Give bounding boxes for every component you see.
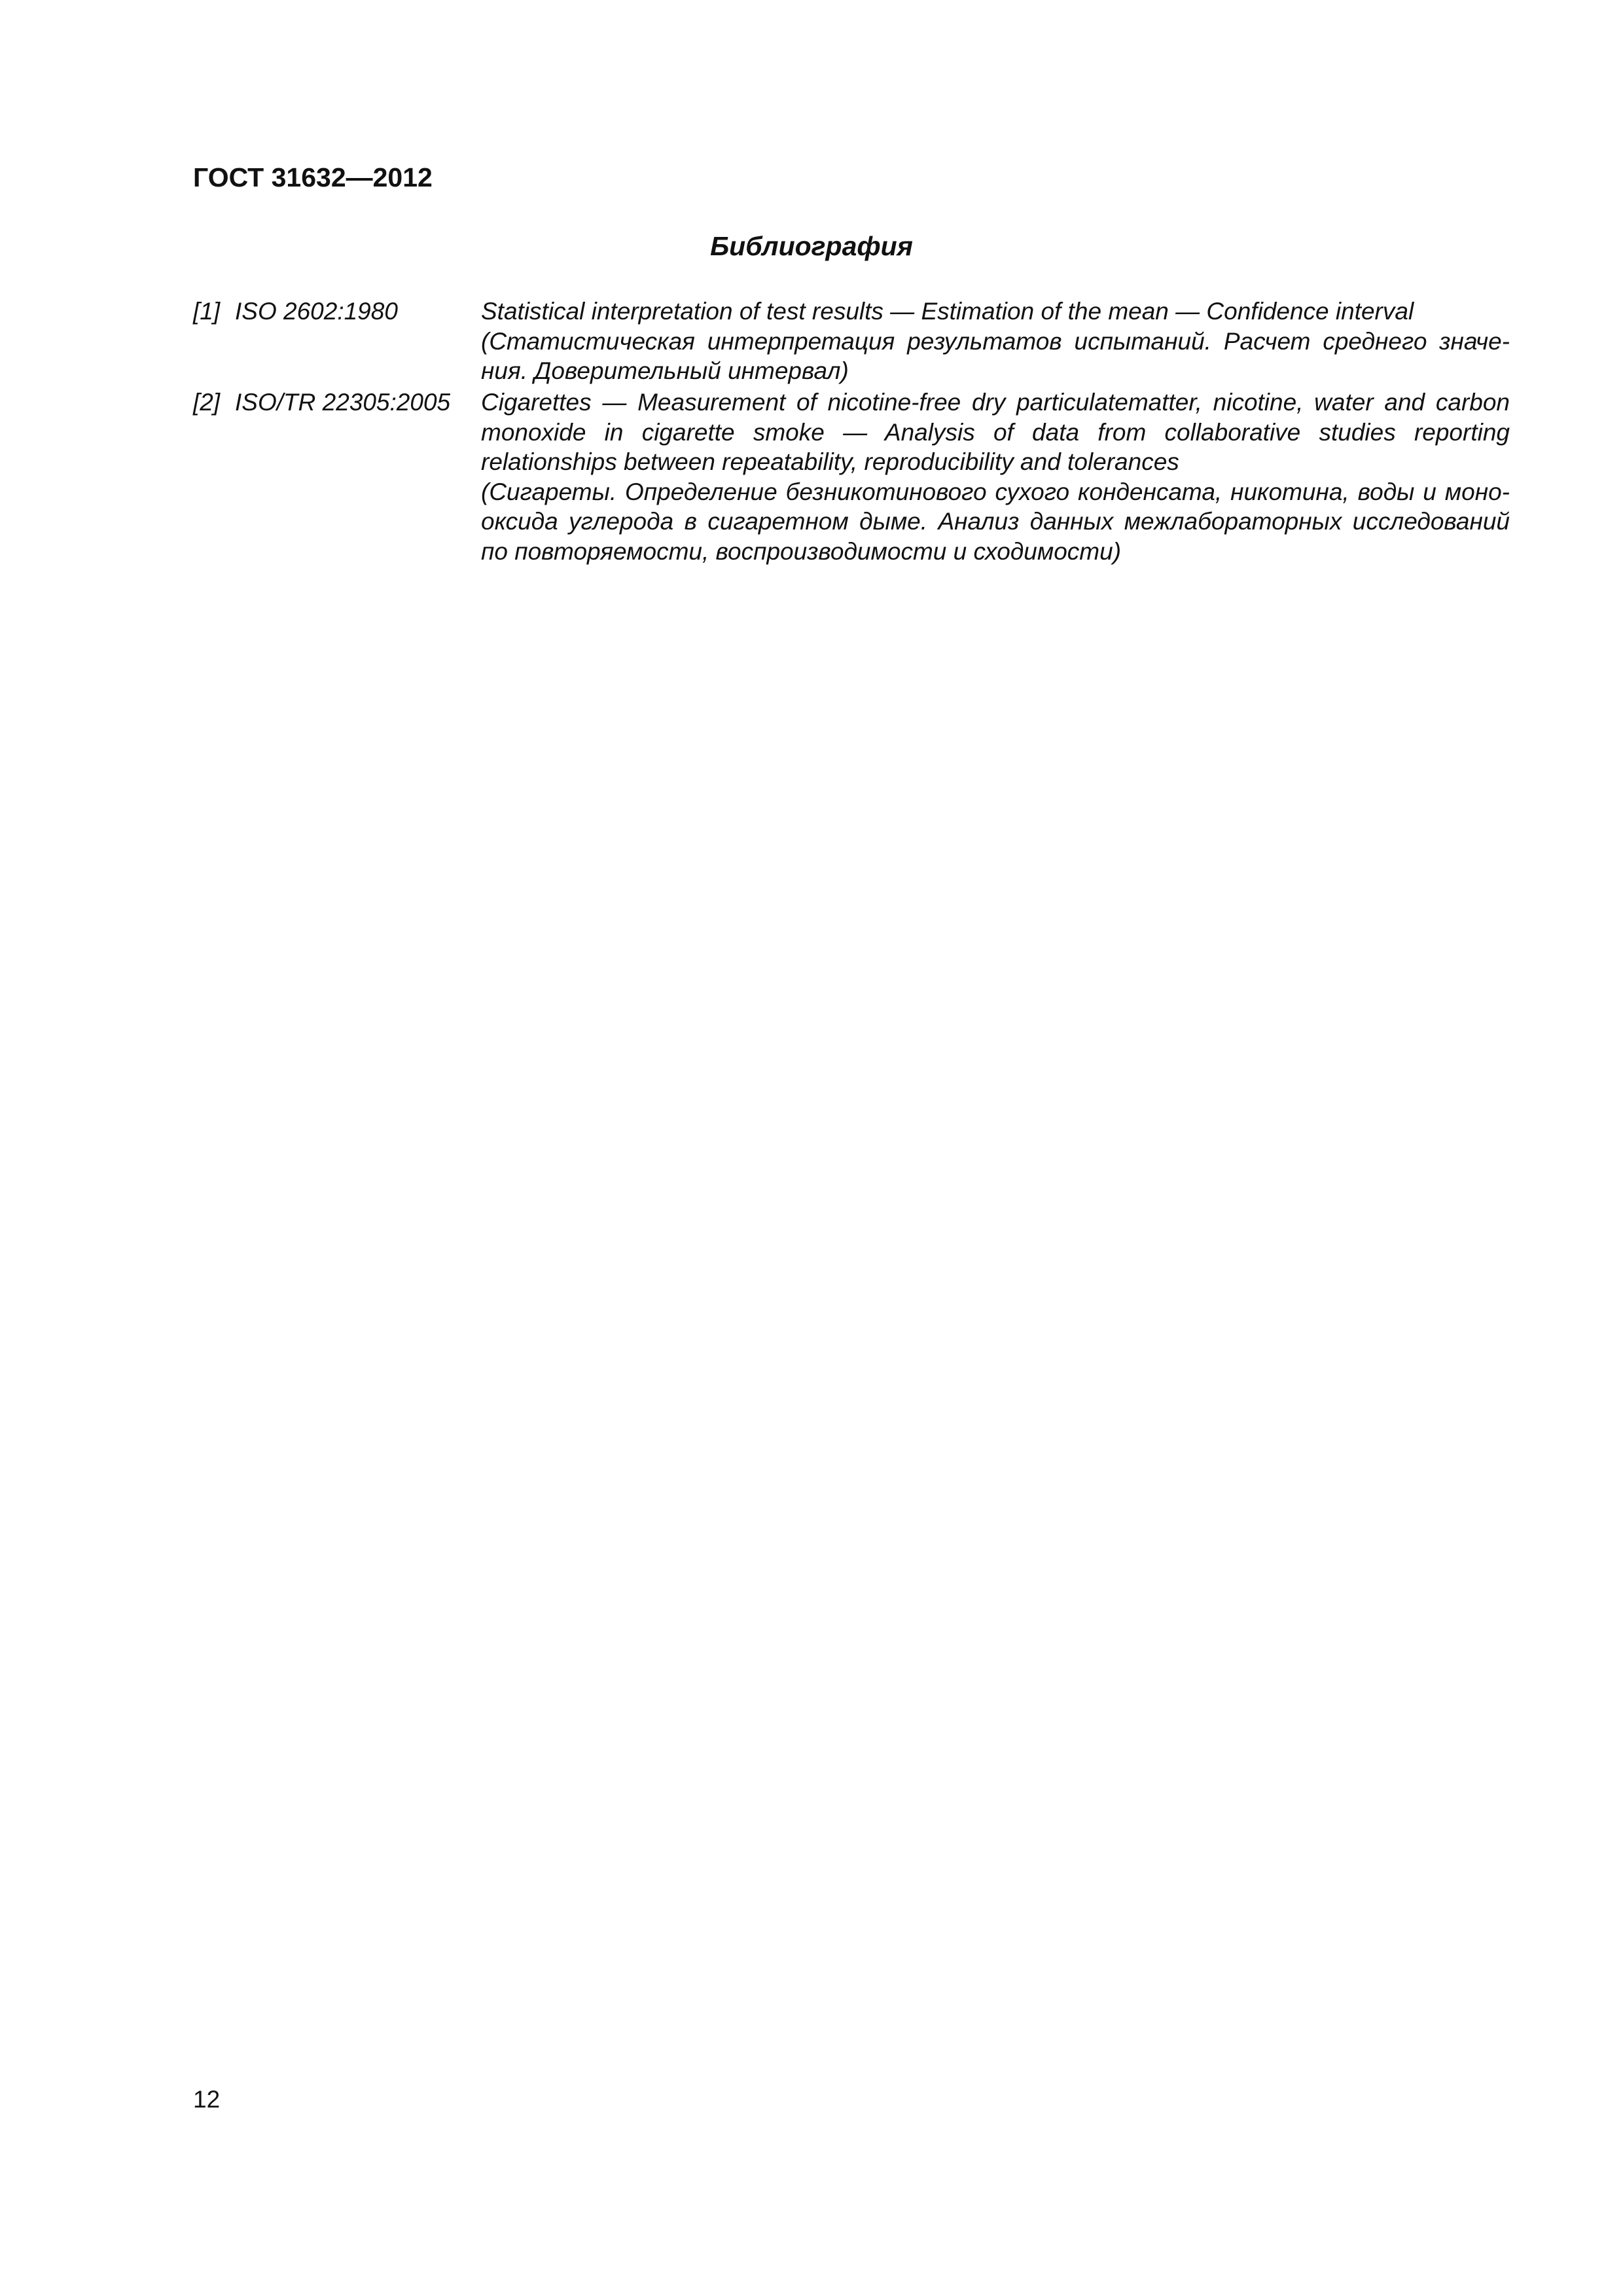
entry-body (481, 387, 1510, 566)
bibliography-entry (193, 296, 1510, 386)
entry-standard-id: ISO/TR 22305:2005 (235, 389, 451, 416)
entry-number: [1] (193, 298, 221, 325)
bibliography-title: Библиография (710, 231, 913, 261)
entry-standard-id: ISO 2602:1980 (235, 298, 398, 325)
entry-russian-title: (Сигареты. Определение безникотинового сухого конденсата, никотина, воды и монооксида углерода в сигаретном дыме. Анализ данных межлабораторных исследований по повторяемости, воспроизводимости и сходимости) (481, 478, 1510, 565)
entry-english-title: Cigarettes — Measurement of nicotine-free dry particulatematter, nicotine, water and carbon monoxide in cigarette smoke — Analysis of data from collaborative studies reporting relationships between repeatability, reproducibility and tolerances (481, 389, 1510, 475)
entry-russian-title: (Статистическая интерпретация результатов испытаний. Расчет среднего значения. Доверительный интервал) (481, 327, 1510, 384)
bibliography-entry (193, 387, 1510, 566)
entry-reference (193, 387, 450, 418)
entry-reference (193, 296, 398, 327)
page-number: 12 (193, 2086, 221, 2113)
entry-body (481, 296, 1510, 386)
entry-number: [2] (193, 389, 221, 416)
document-code: ГОСТ 31632—2012 (193, 162, 433, 192)
entry-english-title: Statistical interpretation of test results — Estimation of the mean — Confidence interval (481, 298, 1414, 325)
